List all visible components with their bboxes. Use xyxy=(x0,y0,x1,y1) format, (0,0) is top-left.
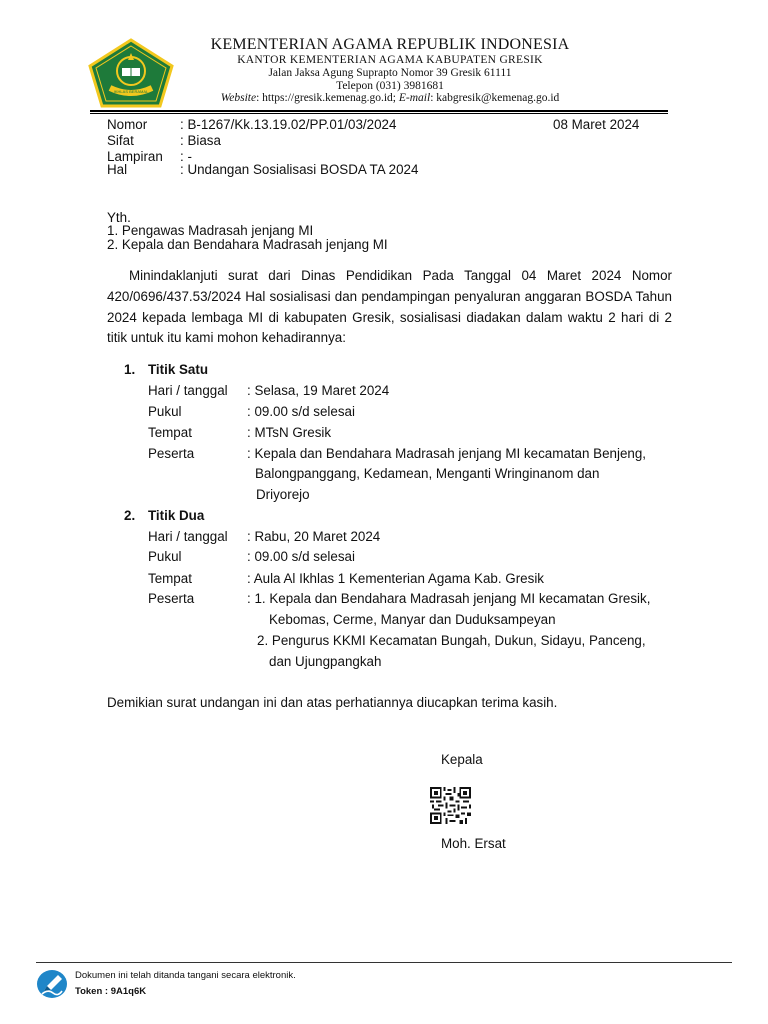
titik1-pukul-value: : 09.00 s/d selesai xyxy=(247,404,355,419)
sifat-value: : Biasa xyxy=(180,133,221,148)
signer-position: Kepala xyxy=(441,752,483,767)
titik2-peserta-line4: dan Ujungpangkah xyxy=(269,654,382,669)
website-value[interactable]: : https://gresik.kemenag.go.id; xyxy=(256,92,399,104)
qr-code-icon xyxy=(430,787,471,824)
titik2-peserta-line1: : 1. Kepala dan Bendahara Madrasah jenjang MI kecamatan Gresik, xyxy=(247,591,651,606)
titik1-hari-label: Hari / tanggal xyxy=(148,383,228,398)
signer-name: Moh. Ersat xyxy=(441,836,506,851)
lampiran-label: Lampiran xyxy=(107,149,163,164)
titik1-number: 1. xyxy=(124,362,136,377)
recipient-2: 2. Kepala dan Bendahara Madrasah jenjang MI xyxy=(107,237,388,252)
header-divider-thin xyxy=(90,113,668,114)
office-contact xyxy=(150,92,630,104)
titik2-peserta-line3: 2. Pengurus KKMI Kecamatan Bungah, Dukun, Sidayu, Panceng, xyxy=(257,633,646,648)
website-label: Website xyxy=(220,92,257,104)
titik2-pukul-label: Pukul xyxy=(148,549,182,564)
titik1-peserta-line2: Balongpanggang, Kedamean, Menganti Wringinanom dan xyxy=(255,466,600,481)
office-phone: Telepon (031) 3981681 xyxy=(336,80,444,92)
letter-date: 08 Maret 2024 xyxy=(553,117,640,132)
titik2-title: Titik Dua xyxy=(148,508,205,523)
recipient-greeting: Yth. xyxy=(107,210,131,225)
office-address: Jalan Jaksa Agung Suprapto Nomor 39 Gresik 61111 xyxy=(268,67,512,79)
intro-text: Minindaklanjuti surat dari Dinas Pendidikan Pada Tanggal 04 Maret 2024 Nomor 420/0696/437.53/2024 Hal sosialisasi dan pendampingan penyaluran anggaran BOSDA Tahun 2024 kepada lembaga MI di kabupaten Gresik, sosialisasi diadakan dalam waktu 2 hari di 2 titik untuk itu kami mohon kehadirannya: xyxy=(107,268,672,346)
sifat-label: Sifat xyxy=(107,133,134,148)
nomor-label: Nomor xyxy=(107,117,148,132)
titik1-hari-value: : Selasa, 19 Maret 2024 xyxy=(247,383,390,398)
e-signature-token: Token : 9A1q6K xyxy=(75,986,147,997)
titik1-peserta-line1: : Kepala dan Bendahara Madrasah jenjang MI kecamatan Benjeng, xyxy=(247,446,647,461)
hal-value: : Undangan Sosialisasi BOSDA TA 2024 xyxy=(180,162,419,177)
titik2-tempat-label: Tempat xyxy=(148,571,192,586)
titik1-tempat-label: Tempat xyxy=(148,425,192,440)
titik1-title: Titik Satu xyxy=(148,362,209,377)
nomor-value: : B-1267/Kk.13.19.02/PP.01/03/2024 xyxy=(180,117,397,132)
titik2-tempat-value: : Aula Al Ikhlas 1 Kementerian Agama Kab. Gresik xyxy=(247,571,544,586)
intro-paragraph xyxy=(107,266,672,349)
titik1-tempat-value: : MTsN Gresik xyxy=(247,425,332,440)
email-label: E-mail xyxy=(398,92,431,104)
titik2-hari-value: : Rabu, 20 Maret 2024 xyxy=(247,529,381,544)
recipient-1: 1. Pengawas Madrasah jenjang MI xyxy=(107,223,314,238)
titik2-peserta-label: Peserta xyxy=(148,591,195,606)
email-value[interactable]: : kabgresik@kemenag.go.id xyxy=(430,92,560,104)
logo-motto: IKHLAS BERAMAL xyxy=(113,89,149,94)
footer-divider xyxy=(36,962,732,963)
titik2-peserta-line2: Kebomas, Cerme, Manyar dan Duduksampeyan xyxy=(269,612,556,627)
office-name: KANTOR KEMENTERIAN AGAMA KABUPATEN GRESIK xyxy=(237,54,543,66)
header-divider xyxy=(90,110,668,112)
titik2-hari-label: Hari / tanggal xyxy=(148,529,228,544)
titik2-pukul-value: : 09.00 s/d selesai xyxy=(247,549,355,564)
titik1-peserta-line3: Driyorejo xyxy=(256,487,310,502)
titik1-pukul-label: Pukul xyxy=(148,404,182,419)
lampiran-value: : - xyxy=(180,149,192,164)
closing-text: Demikian surat undangan ini dan atas perhatiannya diucapkan terima kasih. xyxy=(107,695,558,710)
e-signature-note: Dokumen ini telah ditanda tangani secara elektronik. xyxy=(75,970,296,981)
hal-label: Hal xyxy=(107,162,128,177)
e-signature-pen-icon xyxy=(36,969,68,999)
ministry-title: KEMENTERIAN AGAMA REPUBLIK INDONESIA xyxy=(210,36,570,53)
titik1-peserta-label: Peserta xyxy=(148,446,195,461)
titik2-number: 2. xyxy=(124,508,136,523)
